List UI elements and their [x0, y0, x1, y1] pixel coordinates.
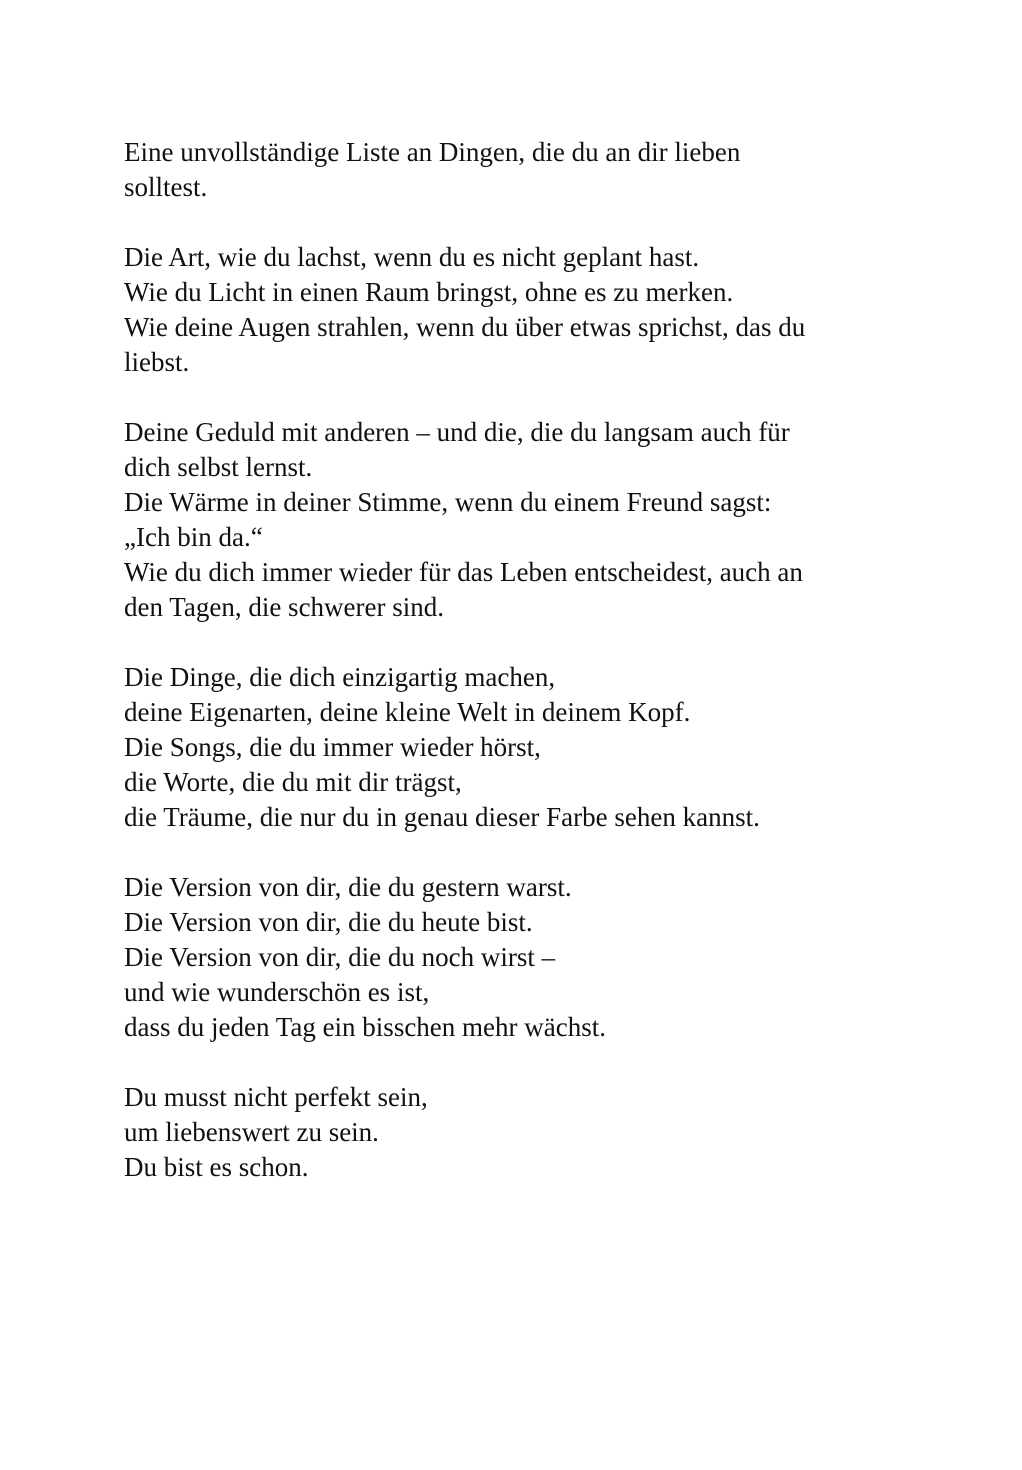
poem-line: Die Version von dir, die du gestern warst. [124, 872, 572, 902]
poem-line: den Tagen, die schwerer sind. [124, 592, 445, 622]
poem-line: Die Version von dir, die du noch wirst – [124, 942, 556, 972]
poem-line: solltest. [124, 172, 208, 202]
poem-line: die Träume, die nur du in genau dieser Farbe sehen kannst. [124, 802, 760, 832]
poem-line: deine Eigenarten, deine kleine Welt in deinem Kopf. [124, 697, 691, 727]
poem-line: um liebenswert zu sein. [124, 1117, 379, 1147]
poem-line: dich selbst lernst. [124, 452, 313, 482]
poem-line: dass du jeden Tag ein bisschen mehr wächst. [124, 1012, 606, 1042]
poem-line: Die Art, wie du lachst, wenn du es nicht geplant hast. [124, 242, 700, 272]
stanza-2 [124, 240, 904, 380]
poem-line: Die Dinge, die dich einzigartig machen, [124, 662, 556, 692]
poem-line: Deine Geduld mit anderen – und die, die du langsam auch für [124, 417, 790, 447]
stanza-3 [124, 415, 904, 625]
poem-line: Wie deine Augen strahlen, wenn du über etwas sprichst, das du [124, 312, 806, 342]
poem-line: Die Songs, die du immer wieder hörst, [124, 732, 541, 762]
poem-line: Du bist es schon. [124, 1152, 309, 1182]
poem-line: Die Wärme in deiner Stimme, wenn du einem Freund sagst: [124, 487, 772, 517]
poem-line: Eine unvollständige Liste an Dingen, die du an dir lieben [124, 137, 741, 167]
poem-line: Du musst nicht perfekt sein, [124, 1082, 428, 1112]
stanza-4 [124, 660, 904, 835]
stanza-6 [124, 1080, 904, 1185]
poem-line: Wie du dich immer wieder für das Leben entscheidest, auch an [124, 557, 803, 587]
poem-line: „Ich bin da.“ [124, 522, 263, 552]
poem-line: und wie wunderschön es ist, [124, 977, 430, 1007]
poem-line: die Worte, die du mit dir trägst, [124, 767, 462, 797]
poem-body [124, 135, 904, 1220]
stanza-5 [124, 870, 904, 1045]
poem-line: Wie du Licht in einen Raum bringst, ohne es zu merken. [124, 277, 734, 307]
poem-line: Die Version von dir, die du heute bist. [124, 907, 533, 937]
poem-line: liebst. [124, 347, 190, 377]
stanza-1 [124, 135, 904, 205]
